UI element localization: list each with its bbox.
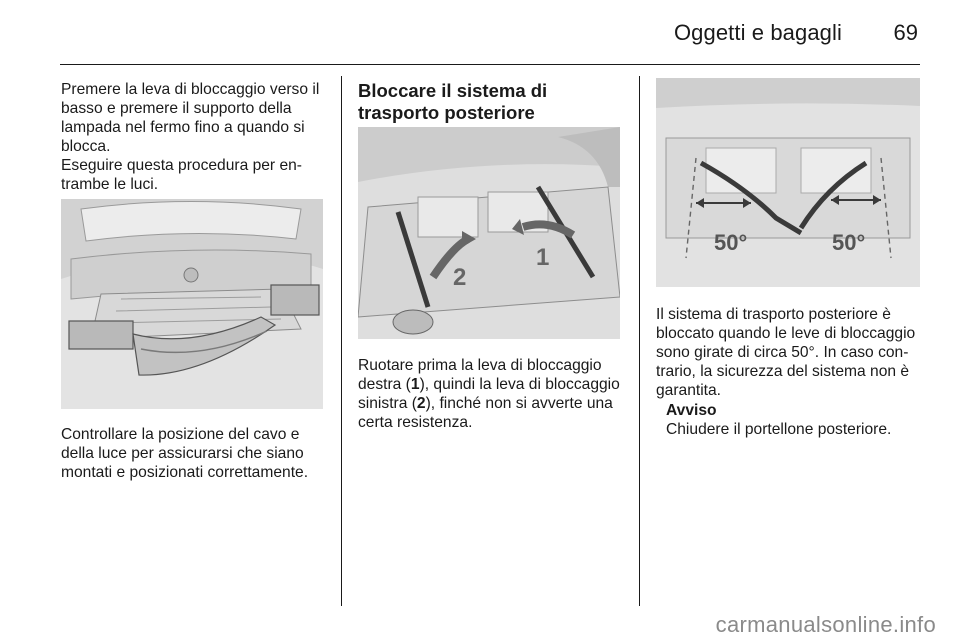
- watermark: carmanualsonline.info: [715, 612, 936, 637]
- paragraph-rotate-levers: [358, 356, 628, 432]
- section-heading: Bloccare il sistema di trasporto posteriore: [358, 80, 548, 123]
- figure-rear-lights: [61, 199, 323, 409]
- figure-lever-angle: [656, 78, 920, 287]
- angle-label-right: 50°: [832, 230, 866, 255]
- note-title: Avviso: [666, 402, 717, 419]
- figure-locking-levers: [358, 127, 620, 339]
- figure-label-1: 1: [536, 244, 550, 271]
- locking-levers-illustration: [358, 127, 620, 339]
- ref-label-1: 1: [410, 376, 420, 393]
- section-title: Oggetti e bagagli: [673, 20, 842, 45]
- text-segment: Ruotare prima la leva di bloccaggio destra (: [358, 357, 602, 393]
- page-number: 69: [893, 20, 918, 45]
- text-segment: ), quindi la leva di bloccaggio sinistra (: [358, 376, 620, 412]
- ref-label-2: 2: [416, 395, 426, 412]
- paragraph-check-cable: Controllare la posizione del cavo e della luce per assicurarsi che siano montati e posizionati correttamente.: [61, 426, 309, 481]
- paragraph-lamp-holder: Premere la leva di bloccaggio verso il basso e premere il supporto della lampada nel fermo fino a quando si blocca.: [61, 81, 320, 155]
- paragraph-system-locked: Il sistema di trasporto posteriore è bloccato quando le leve di bloccaggio sono girate di circa 50°. In caso con-trario, la sicurezza del sistema non è garantita.: [656, 306, 916, 399]
- angle-label-left: 50°: [714, 230, 748, 255]
- figure-label-2: 2: [453, 264, 467, 291]
- rear-lights-illustration: [61, 199, 323, 409]
- page-header: [60, 0, 920, 65]
- column-divider-2: [639, 76, 640, 606]
- text-segment: ), finché non si avverte una certa resistenza.: [358, 395, 613, 431]
- note-text: Chiudere il portellone posteriore.: [666, 421, 892, 438]
- paragraph-both-lights: Eseguire questa procedura per en-trambe le luci.: [61, 157, 302, 193]
- column-divider-1: [341, 76, 342, 606]
- lever-angle-illustration: [656, 78, 920, 287]
